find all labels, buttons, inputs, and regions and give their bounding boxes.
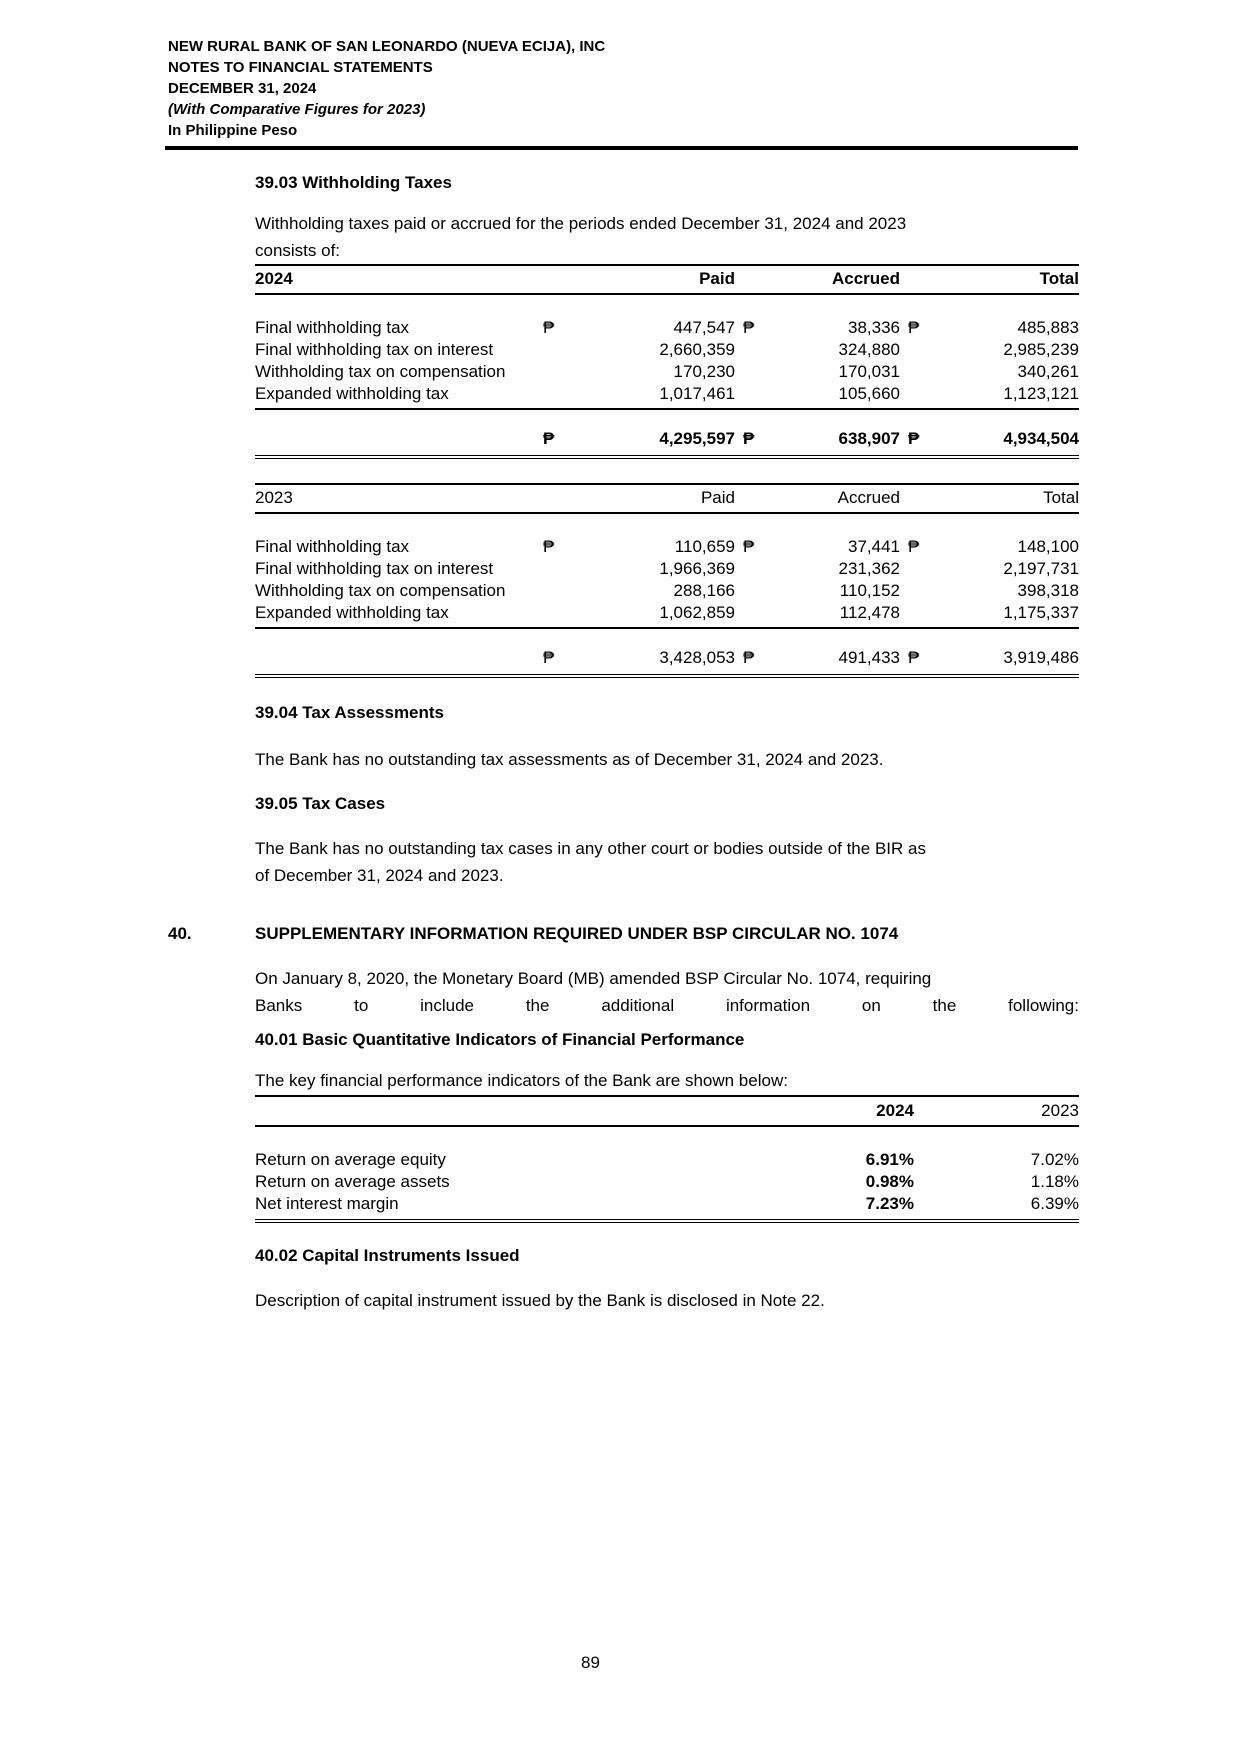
table-header-row [255, 266, 1079, 295]
column-2023-header: 2023 [1041, 1101, 1079, 1120]
indicator-label: Return on average equity [255, 1150, 446, 1169]
total-total: 4,934,504 [1003, 429, 1079, 448]
indicator-2023-value: 7.02% [1030, 1150, 1079, 1169]
peso-sign: ₱ [908, 537, 920, 556]
indicator-2024-value: 6.91% [865, 1150, 914, 1169]
section-40-01-title: 40.01 Basic Quantitative Indicators of Financial Performance [255, 1030, 745, 1049]
table-total-row [255, 645, 1079, 678]
total-value: 1,123,121 [1003, 384, 1079, 403]
indicator-row [255, 1149, 1079, 1171]
section-39-03-paragraph [255, 210, 1079, 264]
indicator-2024-value: 0.98% [865, 1172, 914, 1191]
paid-value: 1,062,859 [659, 603, 735, 622]
total-value: 485,883 [1017, 318, 1079, 337]
section-39-04-title: 39.04 Tax Assessments [255, 703, 445, 722]
row-label: Withholding tax on compensation [255, 362, 506, 381]
row-label: Withholding tax on compensation [255, 581, 506, 600]
accrued-value: 110,152 [839, 581, 900, 600]
paragraph-line: The Bank has no outstanding tax cases in any other court or bodies outside of the BIR as [255, 839, 926, 858]
paragraph-line: Banks to include the additional information on the following: [255, 996, 1079, 1015]
row-label: Final withholding tax on interest [255, 340, 494, 359]
paid-header: Paid [700, 488, 735, 507]
peso-sign: ₱ [743, 648, 755, 667]
paid-total: 3,428,053 [659, 648, 735, 667]
report-date: DECEMBER 31, 2024 [168, 80, 317, 97]
paid-header: Paid [699, 269, 735, 288]
total-header: Total [1043, 488, 1079, 507]
total-header: Total [1039, 269, 1079, 288]
paid-value: 288,166 [673, 581, 735, 600]
indicator-2023-value: 6.39% [1030, 1194, 1079, 1213]
accrued-value: 324,880 [838, 340, 900, 359]
row-label: Expanded withholding tax [255, 603, 449, 622]
paid-total: 4,295,597 [659, 429, 735, 448]
row-label: Final withholding tax [255, 318, 410, 337]
paragraph-line: consists of: [255, 241, 341, 260]
page-number: 89 [581, 1653, 600, 1672]
table-body [255, 536, 1079, 629]
indicator-label: Return on average assets [255, 1172, 450, 1191]
accrued-total: 491,433 [838, 648, 900, 667]
total-value: 1,175,337 [1003, 603, 1079, 622]
accrued-value: 105,660 [838, 384, 900, 403]
row-label: Expanded withholding tax [255, 384, 449, 403]
peso-sign: ₱ [543, 648, 555, 667]
section-39-04-paragraph: The Bank has no outstanding tax assessments as of December 31, 2024 and 2023. [255, 750, 884, 769]
comparative-note: (With Comparative Figures for 2023) [168, 101, 426, 118]
paragraph-line: On January 8, 2020, the Monetary Board (MB) amended BSP Circular No. 1074, requiring [255, 969, 932, 988]
section-number: 40. [168, 924, 192, 943]
indicators-body [255, 1149, 1079, 1223]
total-value: 340,261 [1017, 362, 1079, 381]
accrued-value: 170,031 [838, 362, 900, 381]
total-value: 2,985,239 [1003, 340, 1079, 359]
table-row [255, 339, 1079, 361]
peso-sign: ₱ [908, 318, 920, 337]
accrued-value: 112,478 [839, 603, 900, 622]
indicator-label: Net interest margin [255, 1194, 399, 1213]
paid-value: 447,547 [673, 318, 735, 337]
paragraph-line: Withholding taxes paid or accrued for the periods ended December 31, 2024 and 2023 [255, 214, 907, 233]
peso-sign: ₱ [543, 318, 555, 337]
peso-sign: ₱ [543, 537, 555, 556]
indicators-header-row [255, 1097, 1079, 1127]
peso-sign: ₱ [743, 537, 755, 556]
section-40-02-title: 40.02 Capital Instruments Issued [255, 1246, 520, 1265]
page-content [168, 160, 1079, 1314]
paid-value: 2,660,359 [659, 340, 735, 359]
year-header: 2024 [255, 269, 293, 288]
section-40-title: SUPPLEMENTARY INFORMATION REQUIRED UNDER BSP CIRCULAR NO. 1074 [255, 924, 899, 943]
total-total: 3,919,486 [1003, 648, 1079, 667]
section-40-heading [168, 923, 1079, 945]
table-row [255, 558, 1079, 580]
bank-name: NEW RURAL BANK OF SAN LEONARDO (NUEVA ECIJA), INC [168, 38, 606, 55]
table-row [255, 383, 1079, 405]
accrued-total: 638,907 [838, 429, 900, 448]
column-2024-header: 2024 [876, 1101, 914, 1120]
withholding-table-2023 [255, 483, 1079, 678]
indicator-2023-value: 1.18% [1030, 1172, 1079, 1191]
accrued-header: Accrued [831, 269, 900, 288]
peso-sign: ₱ [743, 318, 755, 337]
table-header-row [255, 485, 1079, 514]
section-39-05-title: 39.05 Tax Cases [255, 794, 386, 813]
document-title: NOTES TO FINANCIAL STATEMENTS [168, 59, 433, 76]
table-body [255, 317, 1079, 410]
paid-value: 170,230 [673, 362, 735, 381]
document-header [168, 36, 605, 141]
paid-value: 110,659 [674, 537, 735, 556]
accrued-value: 38,336 [848, 318, 900, 337]
header-divider [165, 146, 1078, 150]
peso-sign: ₱ [908, 429, 920, 448]
indicator-row [255, 1171, 1079, 1193]
indicators-table [255, 1071, 1079, 1223]
section-40-02-paragraph: Description of capital instrument issued by the Bank is disclosed in Note 22. [255, 1291, 825, 1310]
accrued-value: 231,362 [838, 559, 900, 578]
peso-sign: ₱ [908, 648, 920, 667]
total-value: 398,318 [1017, 581, 1079, 600]
peso-sign: ₱ [743, 429, 755, 448]
table-row [255, 536, 1079, 558]
table-row [255, 317, 1079, 339]
section-39-03-title: 39.03 Withholding Taxes [255, 173, 452, 192]
row-label: Final withholding tax on interest [255, 559, 494, 578]
table-row [255, 602, 1079, 624]
accrued-header: Accrued [837, 488, 900, 507]
section-40-paragraph [255, 965, 1079, 1019]
paid-value: 1,017,461 [659, 384, 735, 403]
total-value: 2,197,731 [1003, 559, 1079, 578]
currency-note: In Philippine Peso [168, 122, 298, 139]
table-total-row [255, 426, 1079, 459]
year-header: 2023 [255, 488, 293, 507]
peso-sign: ₱ [543, 429, 555, 448]
withholding-table-2024 [255, 264, 1079, 459]
section-39-05-paragraph [255, 835, 1079, 889]
indicator-2024-value: 7.23% [865, 1194, 914, 1213]
total-value: 148,100 [1017, 537, 1079, 556]
paragraph-line: of December 31, 2024 and 2023. [255, 866, 504, 885]
accrued-value: 37,441 [848, 537, 900, 556]
table-row [255, 361, 1079, 383]
row-label: Final withholding tax [255, 537, 410, 556]
indicators-intro: The key financial performance indicators of the Bank are shown below: [255, 1071, 1079, 1097]
table-row [255, 580, 1079, 602]
indicator-row [255, 1193, 1079, 1215]
paid-value: 1,966,369 [659, 559, 735, 578]
